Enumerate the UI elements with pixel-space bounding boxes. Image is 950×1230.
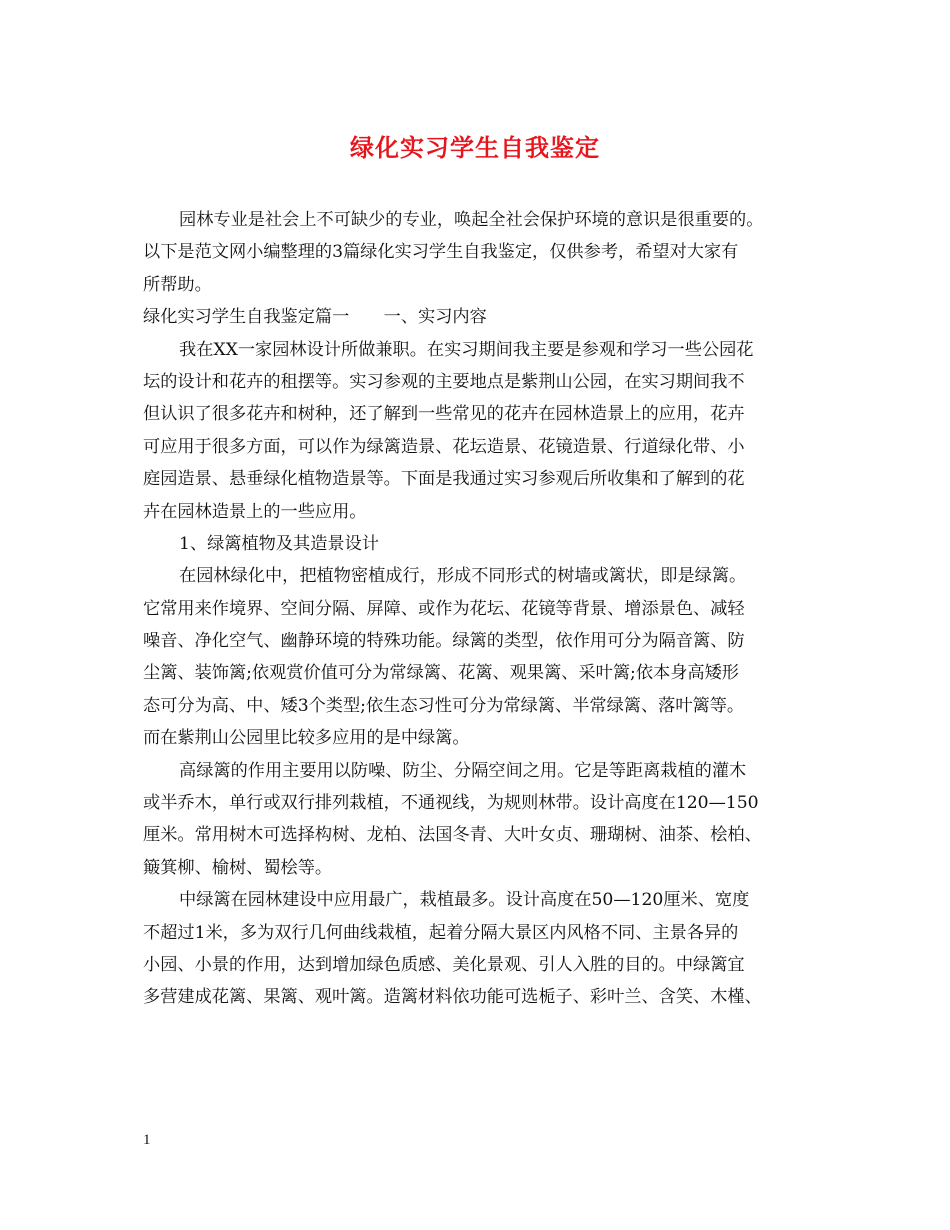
document-title: 绿化实习学生自我鉴定 [350,133,600,162]
body-line: 而在紫荆山公园里比较多应用的是中绿篱。 [143,728,470,749]
body-line: 它常用来作境界、空间分隔、屏障、或作为花坛、花镜等背景、增添景色、减轻 [143,598,745,619]
body-line: 所帮助。 [143,274,212,295]
body-line: 厘米。常用树木可选择构树、龙柏、法国冬青、大叶女贞、珊瑚树、油茶、桧柏、 [143,825,762,846]
body-line: 高绿篱的作用主要用以防噪、防尘、分隔空间之用。它是等距离栽植的灌木 [179,760,747,781]
body-line: 但认识了很多花卉和树种，还了解到一些常见的花卉在园林造景上的应用，花卉 [143,404,745,425]
section-heading: 绿化实习学生自我鉴定篇一 一、实习内容 [143,307,487,328]
body-line: 卉在园林造景上的一些应用。 [143,501,367,522]
body-line: 或半乔木，单行或双行排列栽植，不通视线，为规则林带。设计高度在120—150 [143,793,759,814]
body-line: 小园、小景的作用，达到增加绿色质感、美化景观、引人入胜的目的。中绿篱宜 [143,954,745,975]
document-body [143,204,823,1014]
body-line: 中绿篱在园林建设中应用最广，栽植最多。设计高度在50—120厘米、宽度 [179,890,750,911]
body-line: 多营建成花篱、果篱、观叶篱。造篱材料依功能可选栀子、彩叶兰、含笑、木槿、 [143,987,762,1008]
page-number: 1 [143,1132,151,1148]
body-line: 尘篱、装饰篱;依观赏价值可分为常绿篱、花篱、观果篱、采叶篱;依本身高矮形 [143,663,739,684]
body-line: 在园林绿化中，把植物密植成行，形成不同形式的树墙或篱状，即是绿篱。 [179,566,747,587]
body-line: 我在XX一家园林设计所做兼职。在实习期间我主要是参观和学习一些公园花 [179,339,754,360]
body-line: 园林专业是社会上不可缺少的专业，唤起全社会保护环境的意识是很重要的。 [179,210,764,230]
body-line: 态可分为高、中、矮3个类型;依生态习性可分为常绿篱、半常绿篱、落叶篱等。 [143,695,745,716]
body-line: 以下是范文网小编整理的3篇绿化实习学生自我鉴定，仅供参考，希望对大家有 [143,242,739,263]
body-line: 坛的设计和花卉的租摆等。实习参观的主要地点是紫荆山公园，在实习期间我不 [143,371,745,392]
body-line: 庭园造景、悬垂绿化植物造景等。下面是我通过实习参观后所收集和了解到的花 [143,469,745,490]
body-line: 噪音、净化空气、幽静环境的特殊功能。绿篱的类型，依作用可分为隔音篱、防 [143,631,745,652]
body-line: 簸箕柳、榆树、蜀桧等。 [143,857,333,878]
body-line: 可应用于很多方面，可以作为绿篱造景、花坛造景、花镜造景、行道绿化带、小 [143,436,745,457]
body-line: 不超过1米，多为双行几何曲线栽植，起着分隔大景区内风格不同、主景各异的 [143,922,739,943]
subsection-heading: 1、绿篱植物及其造景设计 [179,533,379,554]
